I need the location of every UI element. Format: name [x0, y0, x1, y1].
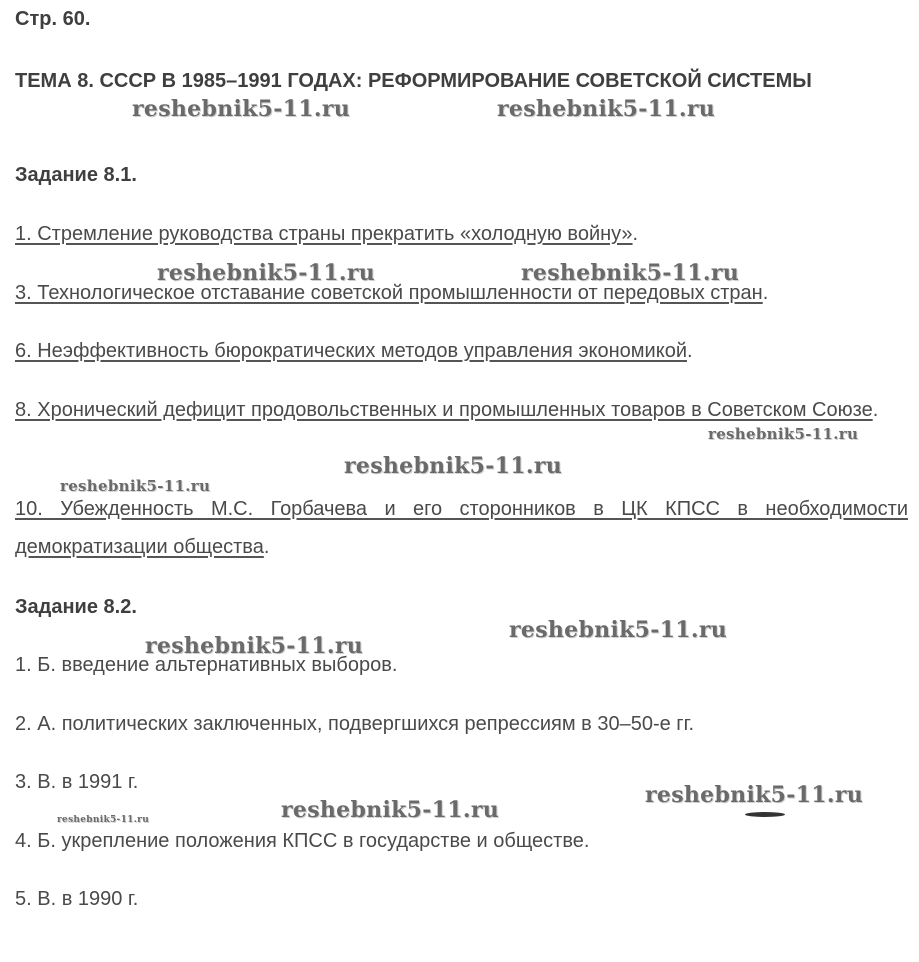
task-8-2-heading: Задание 8.2. — [15, 596, 137, 618]
watermark: reshebnik5-11.ru — [708, 425, 859, 443]
task-8-1-answer-8[interactable] — [15, 391, 908, 429]
task-8-1-answer-6[interactable] — [15, 332, 693, 370]
task-8-1-answer-10[interactable] — [15, 490, 908, 566]
task-8-2-answer-5: 5. В. в 1990 г. — [15, 888, 139, 910]
watermark: reshebnik5-11.ru — [509, 617, 728, 643]
task-8-2-answer-3: 3. В. в 1991 г. — [15, 771, 139, 793]
task-8-2-answer-1: 1. Б. введение альтернативных выборов. — [15, 654, 398, 676]
ink-smudge — [745, 812, 785, 817]
answer-period: . — [762, 282, 769, 304]
watermark: reshebnik5-11.ru — [344, 453, 563, 479]
watermark: reshebnik5-11.ru — [145, 633, 364, 659]
answer-period: . — [632, 223, 639, 245]
answer-link-text[interactable]: 10. Убежденность М.С. Горбачева и его сторонников в ЦК КПСС в необходимости демократизации общества — [15, 498, 908, 558]
watermark: reshebnik5-11.ru — [645, 782, 864, 808]
watermark: reshebnik5-11.ru — [157, 260, 376, 286]
watermark: reshebnik5-11.ru — [132, 96, 351, 122]
page-number-label: Стр. 60. — [15, 8, 91, 30]
answer-link-text[interactable]: 3. Технологическое отставание советской промышленности от передовых стран — [15, 282, 763, 304]
watermark: reshebnik5-11.ru — [521, 260, 740, 286]
watermark: reshebnik5-11.ru — [60, 477, 211, 495]
answer-link-text[interactable]: 6. Неэффективность бюрократических методов управления экономикой — [15, 340, 687, 362]
task-8-1-heading: Задание 8.1. — [15, 164, 137, 186]
topic-title: ТЕМА 8. СССР В 1985–1991 ГОДАХ: РЕФОРМИРОВАНИЕ СОВЕТСКОЙ СИСТЕМЫ — [15, 70, 812, 92]
task-8-2-answer-2: 2. А. политических заключенных, подвергшихся репрессиям в 30–50-е гг. — [15, 713, 694, 735]
answer-link-text[interactable]: 1. Стремление руководства страны прекратить «холодную войну» — [15, 223, 633, 245]
watermark: reshebnik5-11.ru — [497, 96, 716, 122]
watermark: reshebnik5-11.ru — [281, 797, 500, 823]
answer-link-text[interactable]: 8. Хронический дефицит продовольственных и промышленных товаров в Советском Союзе — [15, 399, 873, 421]
answer-period: . — [263, 536, 270, 558]
watermark: reshebnik5-11.ru — [57, 815, 150, 825]
answer-period: . — [687, 340, 693, 362]
task-8-2-answer-4: 4. Б. укрепление положения КПСС в государстве и обществе. — [15, 830, 590, 852]
task-8-1-answer-1[interactable] — [15, 215, 638, 253]
answer-period: . — [872, 399, 879, 421]
